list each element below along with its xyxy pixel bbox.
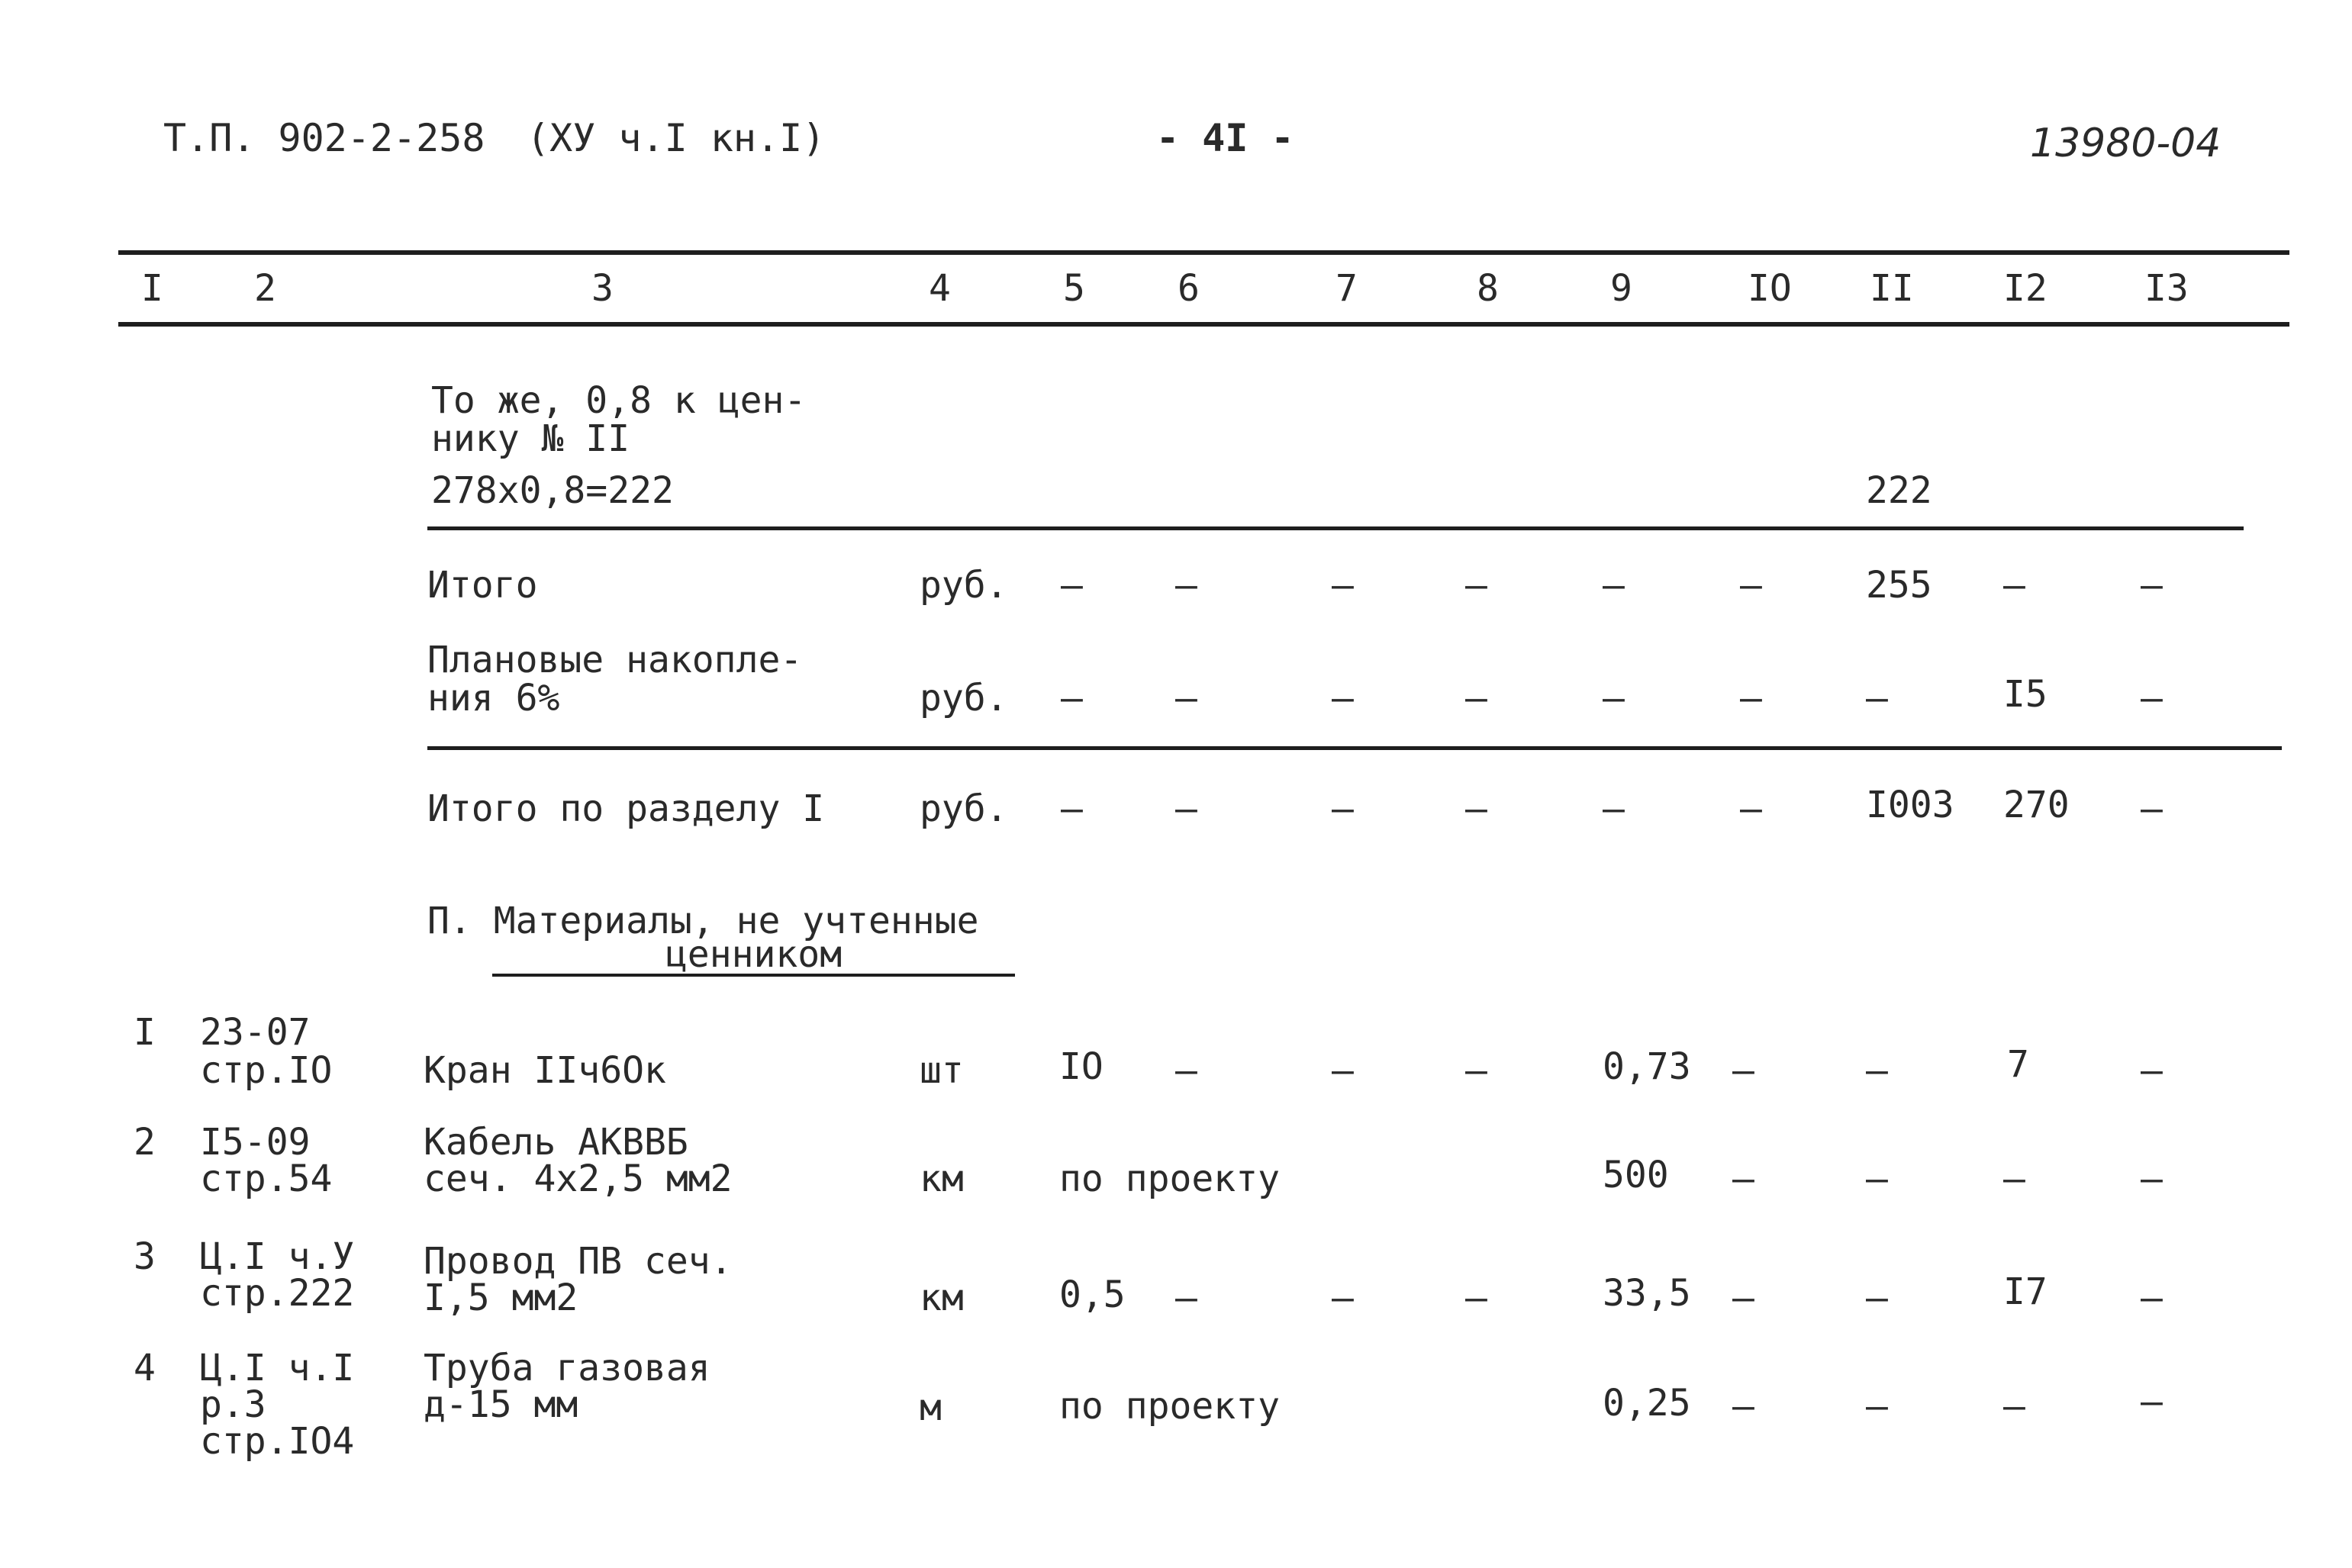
col12-cell: I5: [2003, 673, 2048, 716]
total-name: Итого по разделу I: [427, 787, 825, 830]
col8-cell: –: [1465, 564, 1487, 607]
section-2-title-word: ценником: [665, 933, 843, 976]
col5-cell: –: [1061, 787, 1083, 830]
col7-cell: –: [1332, 1277, 1354, 1319]
col-header-7: 7: [1335, 267, 1358, 310]
note-line-1: То же, 0,8 к цен-: [431, 379, 807, 422]
material-name-line-2: I,5 мм2: [424, 1277, 578, 1319]
col-header-2: 2: [254, 267, 276, 310]
col-header-5: 5: [1063, 267, 1085, 310]
col6-cell: –: [1175, 1277, 1197, 1319]
col8-cell: –: [1465, 677, 1487, 720]
col10-cell: –: [1740, 677, 1762, 720]
unit-cell: руб.: [920, 787, 1008, 830]
total-name-line-2: ния 6%: [427, 677, 560, 720]
unit-cell: м: [920, 1386, 942, 1429]
col11-cell: –: [1866, 1385, 1888, 1428]
col-header-4: 4: [929, 267, 951, 310]
material-name-line-2: сеч. 4x2,5 мм2: [424, 1157, 733, 1200]
inventory-number: 13980-04: [2030, 121, 2222, 166]
col7-cell: –: [1332, 787, 1354, 830]
col13-cell: –: [2141, 564, 2163, 607]
total-name: Итого: [427, 564, 538, 607]
col7-cell: –: [1332, 1049, 1354, 1092]
total-name: Плановые накопле-: [427, 639, 803, 681]
unit-cell: шт: [920, 1049, 964, 1092]
section-2-title-line-2: [492, 935, 1015, 977]
col8-cell: –: [1465, 1277, 1487, 1319]
col9-cell: 0,73: [1603, 1045, 1691, 1088]
col13-cell: –: [2141, 1049, 2163, 1092]
col11-cell: –: [1866, 677, 1888, 720]
col5-cell: по проекту: [1059, 1157, 1280, 1200]
material-name: Кран IIч6Oк: [424, 1049, 666, 1092]
section-total-rule: [427, 746, 2282, 750]
unit-cell: км: [920, 1277, 964, 1319]
col10-cell: –: [1740, 787, 1762, 830]
document-volume: (ХУ ч.I кн.I): [527, 116, 826, 160]
reference-line-3: стр.IO4: [200, 1420, 355, 1463]
col-header-10: IO: [1748, 267, 1792, 310]
reference-line-2: стр.54: [200, 1157, 333, 1200]
material-name: Кабель АКВВБ: [424, 1121, 688, 1164]
col5-cell: IO: [1059, 1045, 1104, 1088]
col13-cell: –: [2141, 677, 2163, 720]
material-name: Труба газовая: [424, 1347, 710, 1389]
col11-cell: 255: [1866, 564, 1932, 607]
col-header-12: I2: [2003, 267, 2048, 310]
col6-cell: –: [1175, 564, 1197, 607]
subtotal-rule: [427, 526, 2244, 530]
col11-cell: I003: [1866, 784, 1954, 826]
col5-cell: –: [1061, 677, 1083, 720]
reference-line-1: 23-07: [200, 1011, 311, 1054]
table-top-rule: [118, 250, 2289, 255]
reference-line-1: I5-09: [200, 1121, 311, 1164]
col7-cell: –: [1332, 677, 1354, 720]
col5-cell: –: [1061, 564, 1083, 607]
col10-cell: –: [1732, 1385, 1754, 1428]
col-header-11: II: [1870, 267, 1914, 310]
col13-cell: –: [2141, 1277, 2163, 1319]
reference-line-1: Ц.I ч.У: [200, 1235, 355, 1278]
col6-cell: –: [1175, 677, 1197, 720]
material-name: Провод ПВ сеч.: [424, 1240, 733, 1283]
col-header-1: I: [141, 267, 163, 310]
calculation: 278x0,8=222: [431, 469, 674, 512]
page-number: - 4I -: [1156, 116, 1294, 160]
col9-cell: 0,25: [1603, 1382, 1691, 1425]
col12-cell: –: [2003, 1157, 2025, 1200]
header-bottom-rule: [118, 322, 2289, 327]
col10-cell: –: [1732, 1049, 1754, 1092]
col11-cell: –: [1866, 1049, 1888, 1092]
row-number: I: [134, 1011, 156, 1054]
row-number: 3: [134, 1235, 156, 1278]
row-number: 4: [134, 1347, 156, 1389]
col9-cell: –: [1603, 677, 1625, 720]
col10-cell: –: [1732, 1277, 1754, 1319]
row-number: 2: [134, 1121, 156, 1164]
col5-cell: по проекту: [1059, 1385, 1280, 1428]
material-name-line-2: д-15 мм: [424, 1383, 578, 1426]
col13-cell: –: [2141, 787, 2163, 830]
col9-cell: –: [1603, 787, 1625, 830]
section-2-title: П. Материалы, не учтенные: [427, 900, 979, 942]
reference-line-2: стр.222: [200, 1272, 355, 1315]
col-header-6: 6: [1178, 267, 1200, 310]
col6-cell: –: [1175, 787, 1197, 830]
col-header-3: 3: [591, 267, 614, 310]
col6-cell: –: [1175, 1049, 1197, 1092]
col9-cell: 33,5: [1603, 1272, 1691, 1315]
col12-cell: 7: [2007, 1043, 2029, 1086]
col12-cell: I7: [2003, 1270, 2048, 1313]
col9-cell: –: [1603, 564, 1625, 607]
col11-cell: –: [1866, 1157, 1888, 1200]
col-header-13: I3: [2144, 267, 2189, 310]
calculation-col11: 222: [1866, 469, 1932, 512]
unit-cell: руб.: [920, 564, 1008, 607]
col8-cell: –: [1465, 1049, 1487, 1092]
document-designation: Т.П. 902-2-258: [163, 116, 485, 160]
unit-cell: км: [920, 1157, 964, 1200]
reference-line-2: стр.IO: [200, 1049, 333, 1092]
reference-line-2: р.3: [200, 1383, 266, 1426]
col12-cell: 270: [2003, 784, 2070, 826]
unit-cell: руб.: [920, 677, 1008, 720]
col12-cell: –: [2003, 1385, 2025, 1428]
col10-cell: –: [1732, 1157, 1754, 1200]
col13-cell: –: [2141, 1157, 2163, 1200]
col5-cell: 0,5: [1059, 1273, 1126, 1316]
col-header-8: 8: [1477, 267, 1499, 310]
col7-cell: –: [1332, 564, 1354, 607]
col-header-9: 9: [1610, 267, 1632, 310]
reference-line-1: Ц.I ч.I: [200, 1347, 355, 1389]
col13-cell: –: [2141, 1380, 2163, 1423]
col9-cell: 500: [1603, 1154, 1669, 1196]
col10-cell: –: [1740, 564, 1762, 607]
note-line-2: нику № II: [431, 417, 630, 460]
col11-cell: –: [1866, 1277, 1888, 1319]
col8-cell: –: [1465, 787, 1487, 830]
col12-cell: –: [2003, 564, 2025, 607]
